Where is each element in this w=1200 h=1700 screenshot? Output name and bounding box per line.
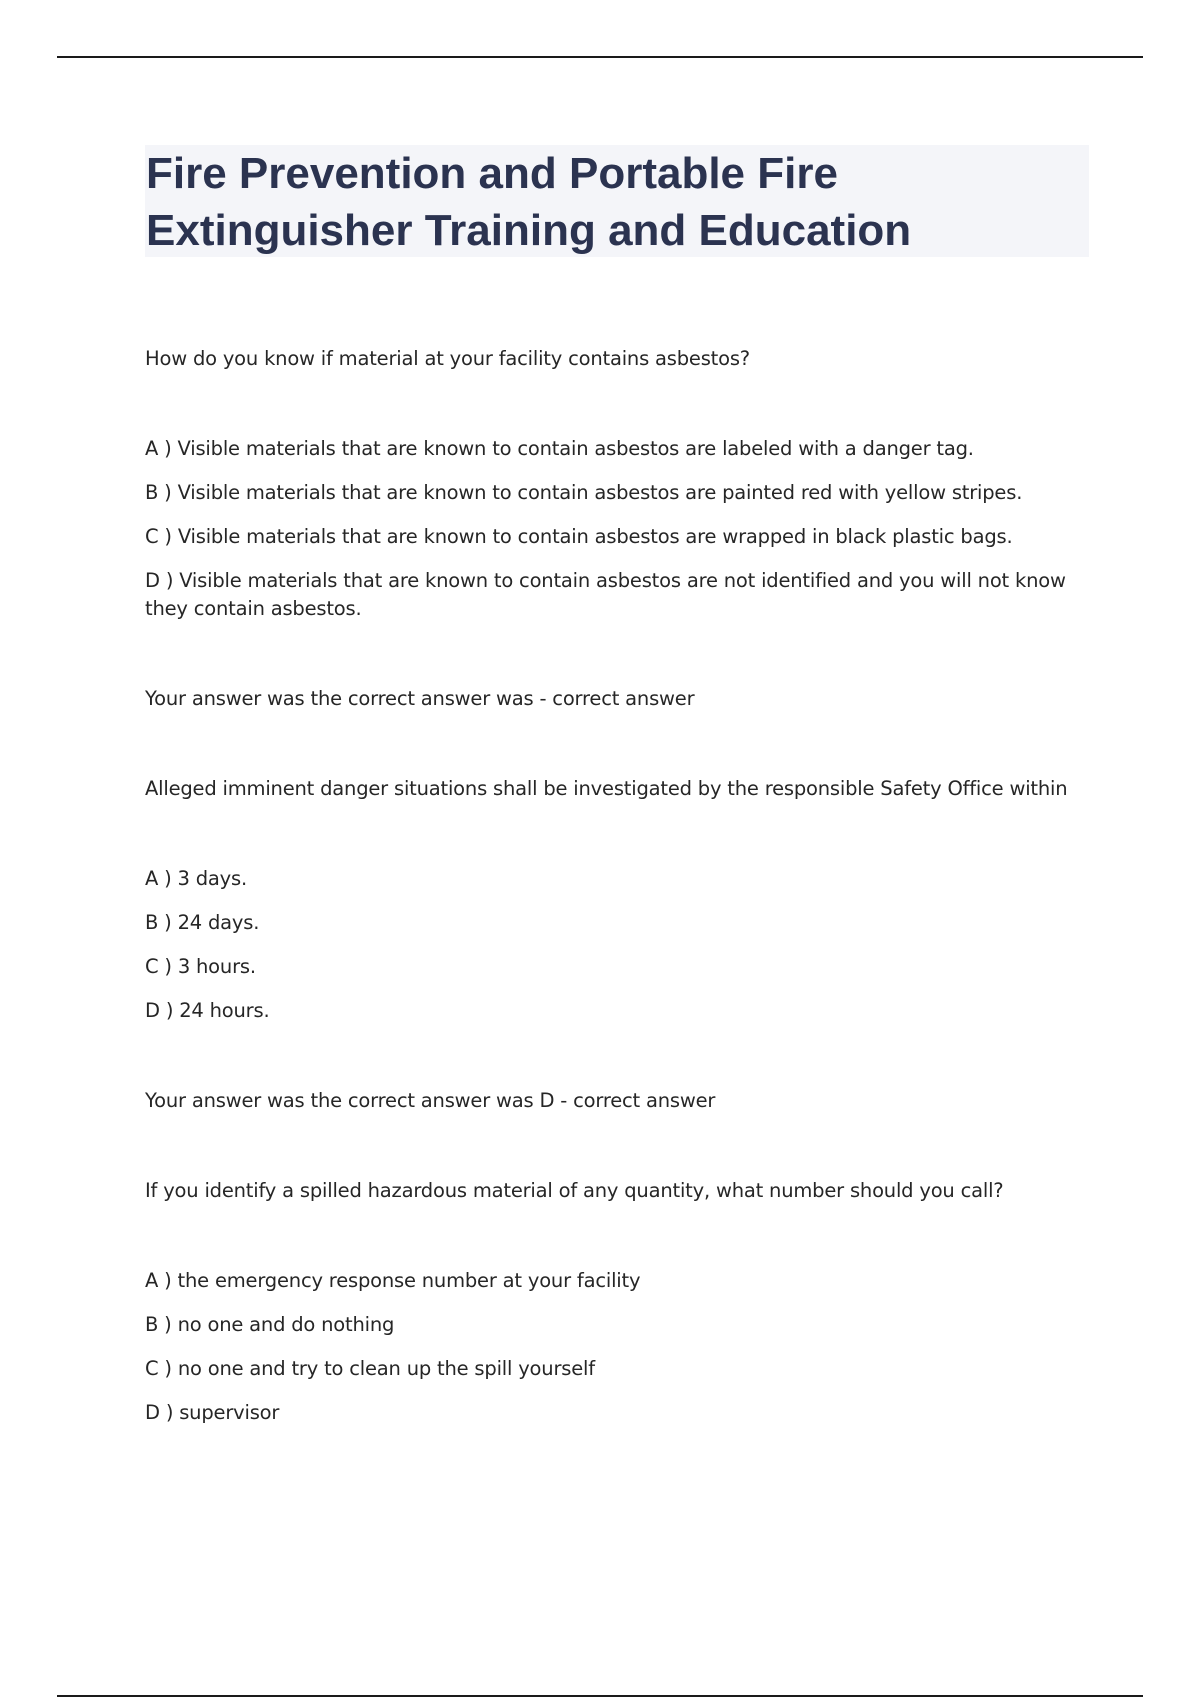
option-c: C ) Visible materials that are known to contain asbestos are wrapped in black plastic bags. [145,525,1013,548]
option-b: B ) Visible materials that are known to contain asbestos are painted red with yellow stripes. [145,481,1023,504]
answer-text: Your answer was the correct answer was - correct answer [145,687,695,710]
option-a: A ) Visible materials that are known to contain asbestos are labeled with a danger tag. [145,437,974,460]
option-d: D ) supervisor [145,1401,280,1424]
option-b: B ) 24 days. [145,911,260,934]
document-title: Fire Prevention and Portable Fire Extinguisher Training and Education [146,149,912,255]
question-block [145,775,1075,1115]
question-block [145,1177,1075,1427]
bottom-rule [57,1695,1143,1697]
option-c: C ) 3 hours. [145,955,256,978]
question-text: How do you know if material at your facility contains asbestos? [145,347,750,370]
top-rule [57,56,1143,58]
option-a: A ) the emergency response number at your facility [145,1269,641,1292]
question-text: Alleged imminent danger situations shall be investigated by the responsible Safety Office within [145,777,1068,800]
options-list [145,865,1075,1025]
option-c: C ) no one and try to clean up the spill yourself [145,1357,595,1380]
options-list [145,435,1075,623]
answer-text: Your answer was the correct answer was D - correct answer [145,1089,716,1112]
option-d: D ) Visible materials that are known to contain asbestos are not identified and you will not know they contain asbestos. [145,569,1066,620]
question-block [145,345,1075,713]
option-d: D ) 24 hours. [145,999,270,1022]
question-text: If you identify a spilled hazardous material of any quantity, what number should you call? [145,1179,1004,1202]
quiz-content [145,345,1075,1443]
options-list [145,1267,1075,1427]
option-a: A ) 3 days. [145,867,247,890]
option-b: B ) no one and do nothing [145,1313,395,1336]
